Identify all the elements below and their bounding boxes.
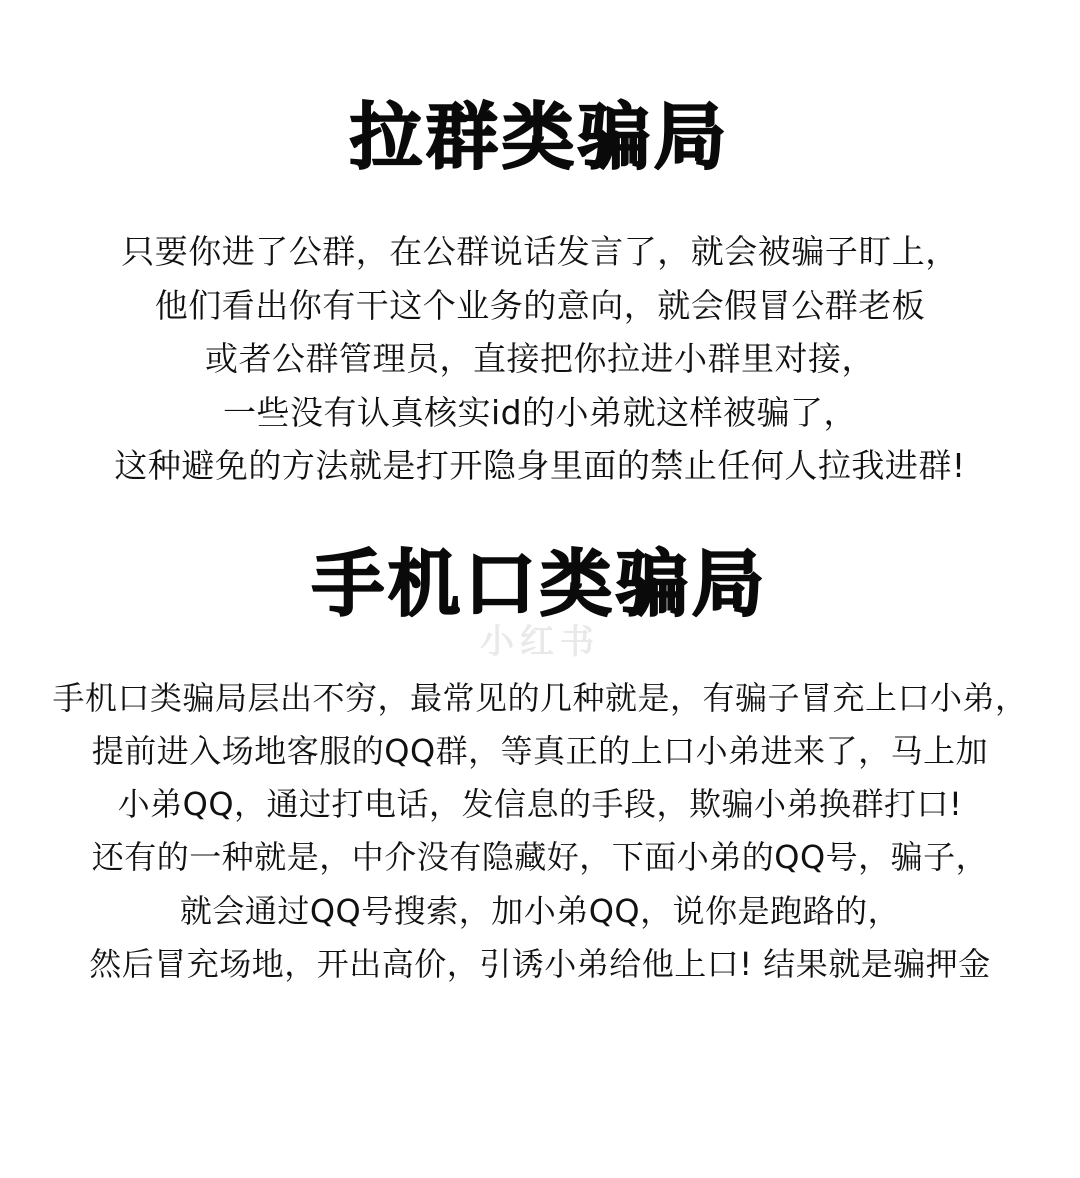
poster-page [0, 95, 1080, 1178]
text-line: 小弟QQ，通过打电话，发信息的手段，欺骗小弟换群打口! [117, 785, 963, 824]
text-line: 提前进入场地客服的QQ群，等真正的上口小弟进来了，马上加 [91, 732, 989, 771]
text-line: 就会通过QQ号搜索，加小弟QQ，说你是跑路的， [179, 891, 901, 930]
text-line: 一些没有认真核实id的小弟就这样被骗了， [222, 392, 858, 432]
section-1-paragraph [0, 225, 1080, 492]
text-line: 他们看出你有干这个业务的意向，就会假冒公群老板 [154, 285, 926, 325]
text-line: 只要你进了公群，在公群说话发言了，就会被骗子盯上， [121, 232, 959, 272]
text-line: 手机口类骗局层出不穷，最常见的几种就是，有骗子冒充上口小弟， [52, 679, 1028, 718]
watermark: 小红书 [480, 622, 600, 662]
text-line: 或者公群管理员，直接把你拉进小群里对接， [205, 339, 875, 379]
section-2-paragraph [0, 672, 1080, 991]
section-1-heading: 拉群类骗局 [349, 95, 730, 179]
text-line: 然后冒充场地，开出高价，引诱小弟给他上口! 结果就是骗押金 [89, 944, 991, 983]
text-line: 这种避免的方法就是打开隐身里面的禁止任何人拉我进群! [114, 446, 966, 486]
section-2-heading: 手机口类骗局 [311, 541, 768, 626]
text-line: 还有的一种就是，中介没有隐藏好，下面小弟的QQ号，骗子， [91, 838, 989, 877]
